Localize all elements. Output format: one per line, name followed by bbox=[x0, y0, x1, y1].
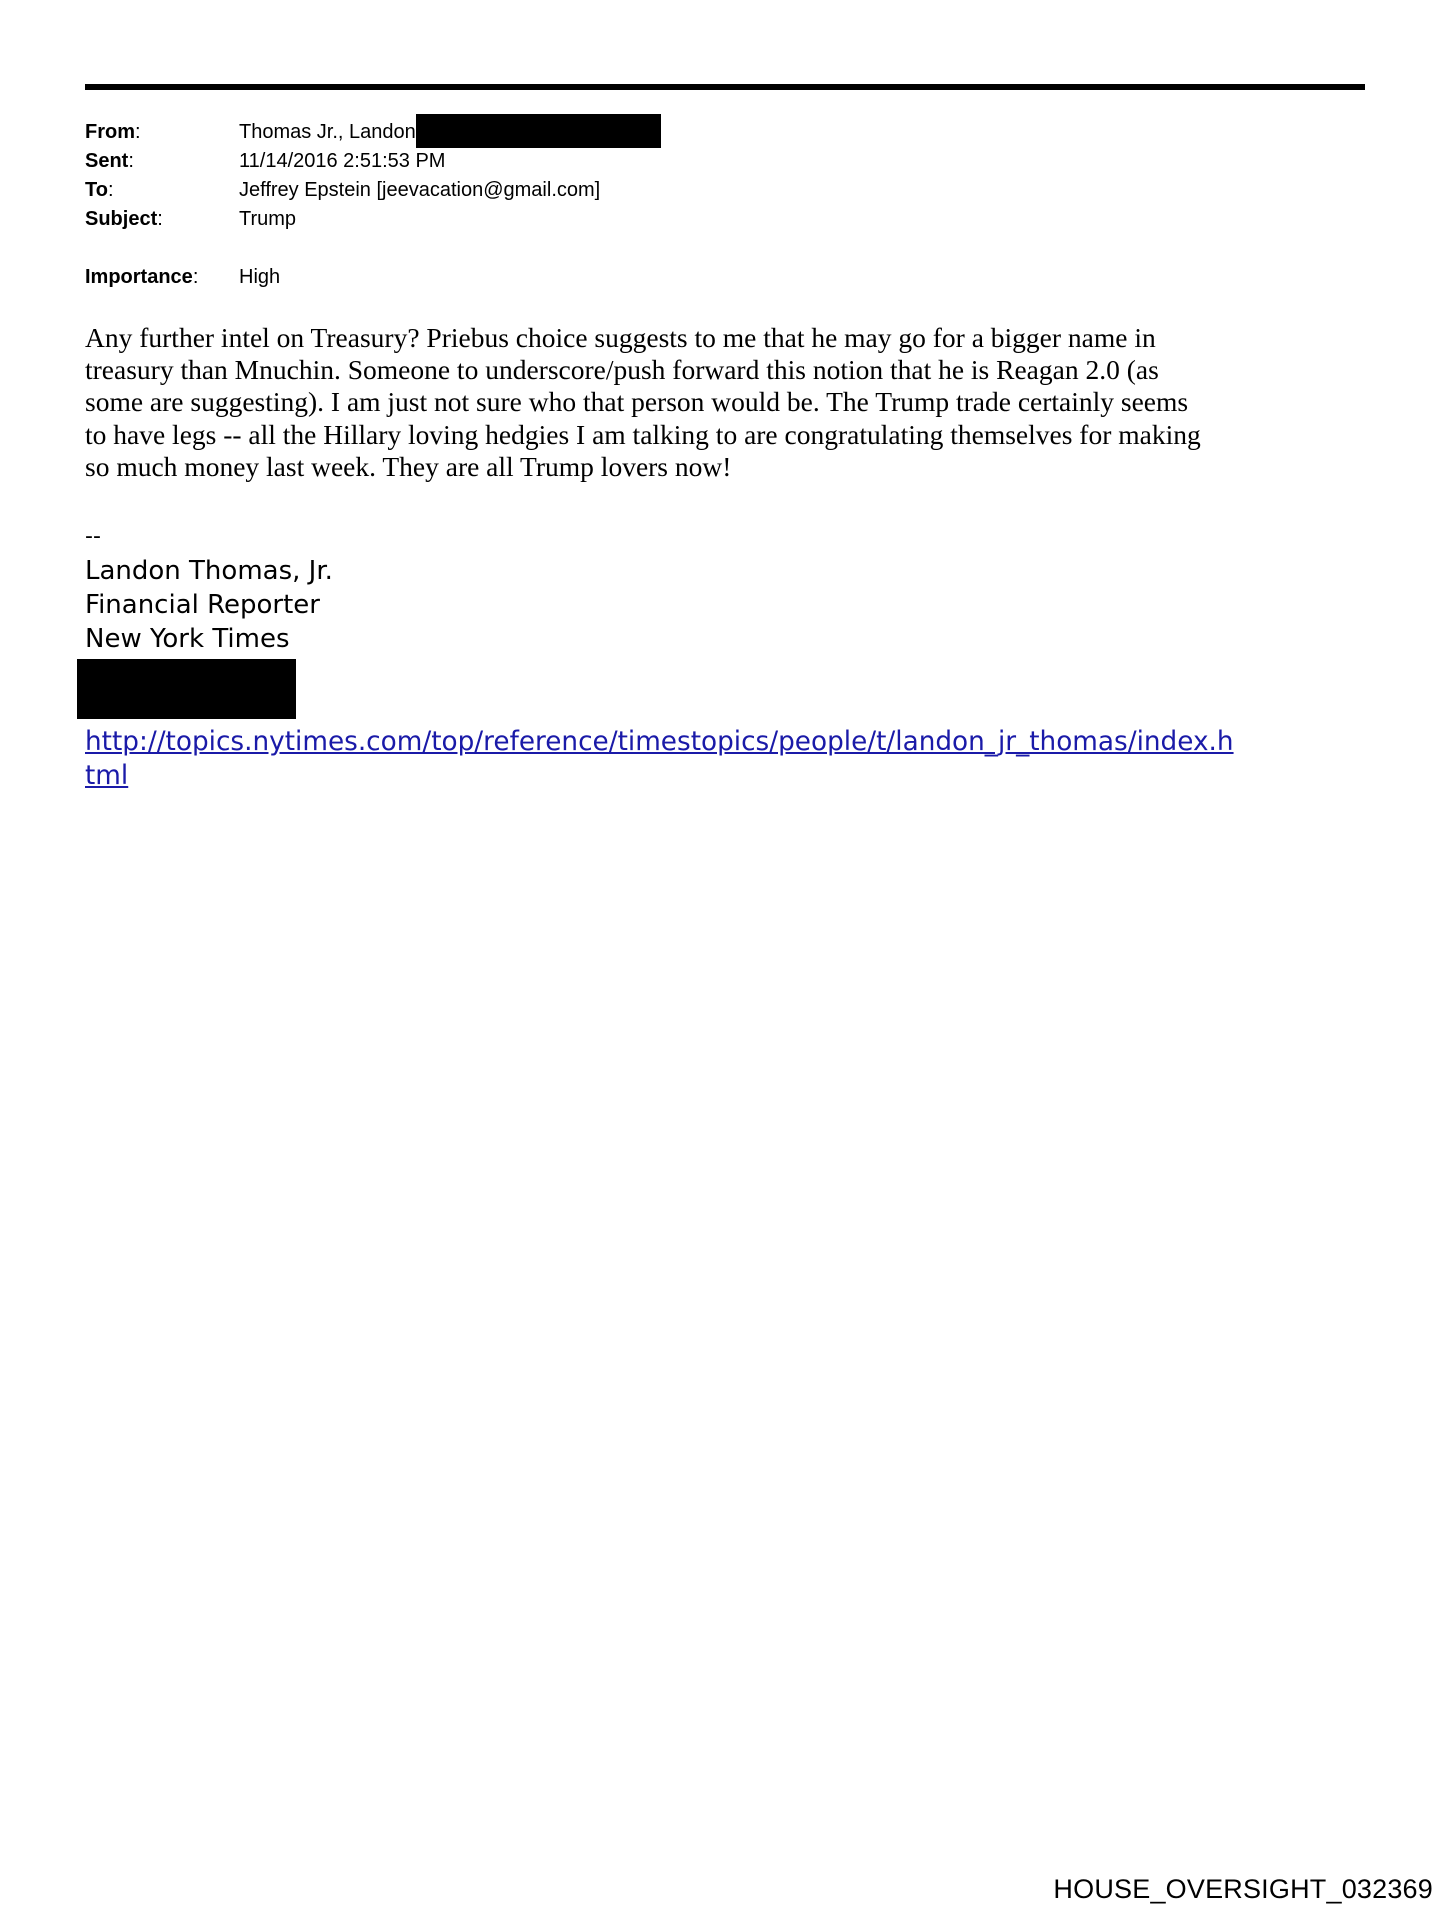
body-line: some are suggesting). I am just not sure who that person would be. The Trump trade certainly seems bbox=[85, 386, 1189, 418]
sent-value: 11/14/2016 2:51:53 PM bbox=[239, 150, 446, 172]
subject-row bbox=[85, 205, 1285, 234]
top-rule bbox=[85, 84, 1365, 90]
importance-row bbox=[85, 263, 1285, 292]
importance-value: High bbox=[239, 266, 281, 288]
profile-link-line[interactable]: tml bbox=[85, 761, 129, 791]
signature-block bbox=[85, 520, 333, 656]
profile-link[interactable] bbox=[85, 725, 1234, 793]
signature-dashes: -- bbox=[85, 524, 101, 549]
signature-title: Financial Reporter bbox=[85, 590, 320, 620]
subject-value: Trump bbox=[239, 208, 297, 230]
body-line: treasury than Mnuchin. Someone to underscore/push forward this notion that he is Reagan 2.0 (as bbox=[85, 354, 1159, 386]
body-line: so much money last week. They are all Trump lovers now! bbox=[85, 450, 732, 482]
body-line: Any further intel on Treasury? Priebus choice suggests to me that he may go for a bigger name in bbox=[85, 322, 1156, 353]
signature-organization: New York Times bbox=[85, 624, 290, 654]
redaction-box bbox=[77, 659, 296, 719]
document-id: HOUSE_OVERSIGHT_032369 bbox=[1053, 1874, 1433, 1904]
to-row bbox=[85, 176, 1285, 205]
sent-label: Sent: bbox=[85, 150, 134, 172]
importance-label: Importance: bbox=[85, 266, 199, 288]
from-row bbox=[85, 118, 1285, 147]
to-label: To: bbox=[85, 179, 114, 201]
email-body bbox=[85, 322, 1375, 483]
body-line: to have legs -- all the Hillary loving hedgies I am talking to are congratulating themselves for making bbox=[85, 418, 1201, 450]
signature-name: Landon Thomas, Jr. bbox=[85, 556, 333, 586]
profile-link-line[interactable]: http://topics.nytimes.com/top/reference/timestopics/people/t/landon_jr_thomas/index.h bbox=[85, 727, 1234, 757]
redaction-box bbox=[416, 114, 661, 148]
subject-label: Subject: bbox=[85, 208, 163, 230]
to-value: Jeffrey Epstein [jeevacation@gmail.com] bbox=[239, 179, 601, 201]
sent-row bbox=[85, 147, 1285, 176]
email-header bbox=[85, 118, 1285, 292]
from-label: From: bbox=[85, 121, 141, 143]
from-value: Thomas Jr., Landon bbox=[239, 118, 661, 148]
